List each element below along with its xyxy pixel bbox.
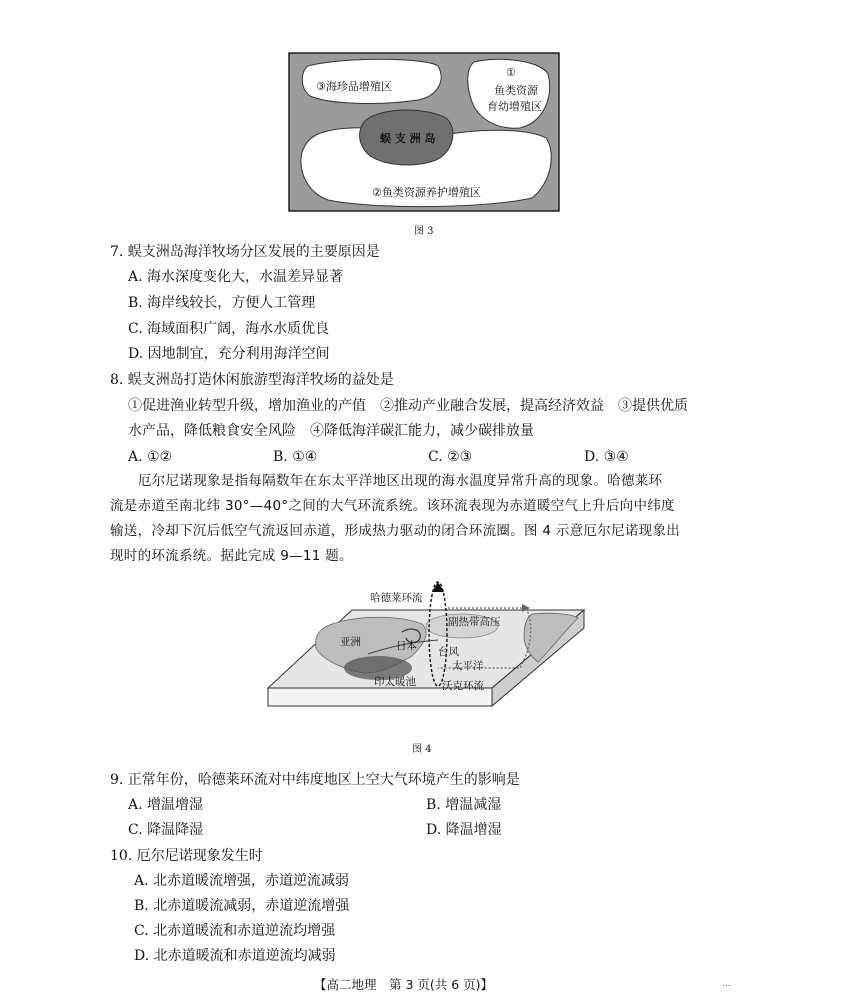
q10-option-d: D. 北赤道暖流和赤道逆流均减弱 bbox=[134, 948, 336, 964]
passage-line-2: 流是赤道至南北纬 30°—40°之间的大气环流系统。该环流表现为赤道暖空气上升后向中纬度 bbox=[110, 498, 675, 514]
q8-option-c: C. ②③ bbox=[428, 449, 473, 465]
q7-option-d: D. 因地制宜，充分利用海洋空间 bbox=[128, 346, 330, 362]
q7-option-c: C. 海域面积广阔，海水水质优良 bbox=[128, 321, 330, 337]
asia-label: 亚洲 bbox=[340, 636, 361, 648]
question-10-stem: 10. 厄尔尼诺现象发生时 bbox=[110, 848, 263, 864]
zone-1-number: ① bbox=[506, 66, 516, 79]
figure-3 bbox=[288, 52, 560, 212]
footer-mark: ... bbox=[722, 979, 731, 989]
island-label: 蜈 支 洲 岛 bbox=[380, 132, 436, 145]
question-9-stem: 9. 正常年份，哈德莱环流对中纬度地区上空大气环境产生的影响是 bbox=[110, 772, 520, 788]
q8-option-b: B. ①④ bbox=[273, 449, 318, 465]
q7-option-a: A. 海水深度变化大，水温差异显著 bbox=[128, 269, 344, 285]
figure-4-caption: 图 4 bbox=[412, 744, 432, 755]
q9-option-c: C. 降温降湿 bbox=[128, 822, 204, 838]
q8-statements-line2: 水产品，降低粮食安全风险 ④降低海洋碳汇能力，减少碳排放量 bbox=[128, 423, 534, 439]
q10-option-a: A. 北赤道暖流增强，赤道逆流减弱 bbox=[134, 873, 350, 889]
warm-pool-label: 印太暖池 bbox=[374, 676, 416, 688]
passage-line-1: 厄尔尼诺现象是指每隔数年在东太平洋地区出现的海水温度异常升高的现象。哈德莱环 bbox=[138, 473, 663, 489]
q9-option-d: D. 降温增湿 bbox=[426, 822, 502, 838]
zone-1-label-line2: 育幼增殖区 bbox=[487, 100, 542, 113]
question-7-stem: 7. 蜈支洲岛海洋牧场分区发展的主要原因是 bbox=[110, 244, 380, 260]
zone-2-label: ②鱼类资源养护增殖区 bbox=[372, 186, 481, 199]
hadley-label: 哈德莱环流 bbox=[370, 592, 423, 604]
q7-option-b: B. 海岸线较长，方便人工管理 bbox=[128, 295, 316, 311]
q9-option-b: B. 增温减湿 bbox=[426, 797, 502, 813]
q8-option-d: D. ③④ bbox=[584, 449, 629, 465]
q10-option-b: B. 北赤道暖流减弱，赤道逆流增强 bbox=[134, 898, 350, 914]
q9-option-a: A. 增温增湿 bbox=[128, 797, 204, 813]
q8-statements-line1: ①促进渔业转型升级，增加渔业的产值 ②推动产业融合发展，提高经济效益 ③提供优质 bbox=[128, 398, 688, 414]
passage bbox=[110, 469, 732, 569]
question-8-stem: 8. 蜈支洲岛打造休闲旅游型海洋牧场的益处是 bbox=[110, 372, 394, 388]
passage-line-4: 现时的环流系统。据此完成 9—11 题。 bbox=[110, 548, 353, 564]
walker-label: 沃克环流 bbox=[442, 680, 484, 692]
passage-line-3: 输送，冷却下沉后低空气流返回赤道，形成热力驱动的闭合环流圈。图 4 示意厄尔尼诺现象出 bbox=[110, 523, 681, 539]
typhoon-label: 台风 bbox=[438, 646, 459, 658]
pacific-label: 太平洋 bbox=[452, 660, 484, 672]
q10-option-c: C. 北赤道暖流和赤道逆流均增强 bbox=[134, 923, 336, 939]
page-footer: 【高二地理 第 3 页(共 6 页)】 bbox=[314, 977, 494, 992]
subtropical-high-label: 副热带高压 bbox=[448, 616, 501, 628]
figure-4 bbox=[262, 576, 592, 732]
figure-3-caption: 图 3 bbox=[414, 226, 434, 237]
figure-4-diagram bbox=[262, 576, 592, 732]
zone-3-label: ③海珍品增殖区 bbox=[316, 80, 392, 93]
zone-1-label-line1: 鱼类资源 bbox=[494, 84, 538, 97]
japan-label: 日本 bbox=[396, 640, 417, 652]
q8-option-a: A. ①② bbox=[128, 449, 173, 465]
